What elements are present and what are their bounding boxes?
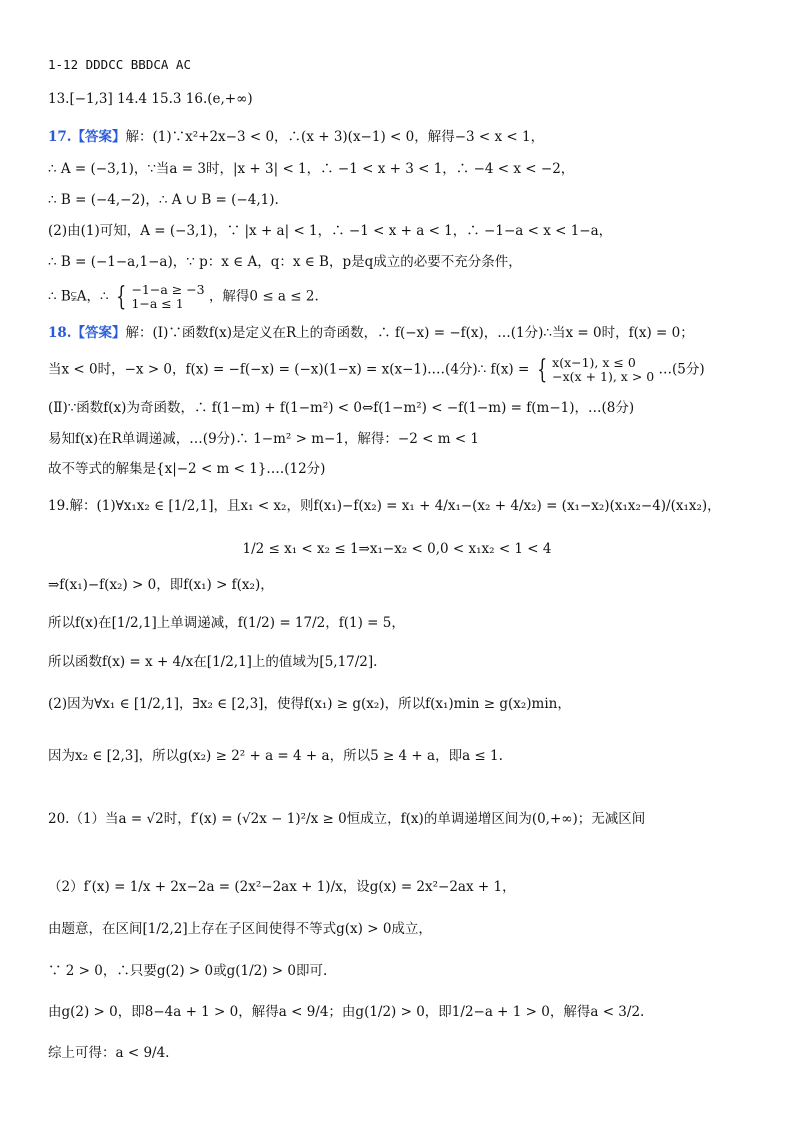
q18-line-1-text: 解：(Ⅰ)∵函数f(x)是定义在R上的奇函数，∴ f(−x) = −f(x)，…(1分)∴当x = 0时，f(x) = 0；	[125, 325, 694, 341]
q17-line-6-suffix: ，解得0 ≤ a ≤ 2.	[208, 288, 319, 305]
q17-line-5: ∴ B = (−1−a,1−a)，∵ p：x ∈ A，q：x ∈ B，p是q成立的必要不充分条件，	[48, 254, 522, 270]
q18-line-4: 易知f(x)在R单调递减，…(9分)∴ 1−m² > m−1，解得：−2 < m < 1	[48, 431, 480, 447]
q17-line-6	[48, 283, 319, 311]
q20-line-5: 由g(2) > 0，即8−4a + 1 > 0，解得a < 9/4；由g(1/2) > 0，即1/2−a + 1 > 0，解得a < 3/2.	[48, 1004, 645, 1020]
q17-system-row-1: −1−a ≥ −3	[131, 282, 205, 297]
q17-line-1-text: 解：(1)∵x²+2x−3 < 0，∴(x + 3)(x−1) < 0，解得−3 < x < 1，	[125, 129, 545, 145]
choice-answers: 1-12 DDDCC BBDCA AC	[48, 57, 191, 72]
q19-line-3: ⇒f(x₁)−f(x₂) > 0，即f(x₁) > f(x₂)，	[48, 577, 274, 593]
left-brace-icon: {	[116, 282, 127, 312]
q20-line-1: 20.（1）当a = √2时，f′(x) = (√2x − 1)²/x ≥ 0恒成立，f(x)的单调递增区间为(0,+∞)；无减区间	[48, 811, 646, 827]
q18-answer-tag: 18.【答案】	[48, 325, 126, 341]
q19-line-2: 1/2 ≤ x₁ < x₂ ≤ 1⇒x₁−x₂ < 0,0 < x₁x₂ < 1 < 4	[242, 541, 552, 557]
q20-line-6: 综上可得：a < 9/4.	[48, 1045, 170, 1061]
q19-line-7: 因为x₂ ∈ [2,3]，所以g(x₂) ≥ 2² + a = 4 + a，所以5 ≥ 4 + a，即a ≤ 1.	[48, 748, 503, 764]
q20-line-4: ∵ 2 > 0，∴只要g(2) > 0或g(1/2) > 0即可.	[48, 963, 328, 979]
q18-piece-1: x(x−1), x ≤ 0	[552, 355, 636, 370]
q17-system-row-2: 1−a ≤ 1	[131, 296, 184, 311]
q17-line-2: ∴ A = (−3,1)，∵当a = 3时，|x + 3| < 1，∴ −1 < x + 3 < 1，∴ −4 < x < −2，	[48, 161, 575, 177]
q19-line-4: 所以f(x)在[1/2,1]上单调递减，f(1/2) = 17/2，f(1) = 5，	[48, 615, 405, 631]
left-brace-icon: {	[536, 355, 547, 385]
q20-line-3: 由题意，在区间[1/2,2]上存在子区间使得不等式g(x) > 0成立，	[48, 921, 432, 937]
q18-line-2-prefix: 当x < 0时，−x > 0，f(x) = −f(−x) = (−x)(1−x) = x(x−1).…(4分)∴ f(x) =	[48, 361, 530, 378]
fill-in-answers: 13.[−1,3] 14.4 15.3 16.(e,+∞)	[48, 91, 253, 107]
q19-line-6: (2)因为∀x₁ ∈ [1/2,1]，∃x₂ ∈ [2,3]，使得f(x₁) ≥ g(x₂)，所以f(x₁)min ≥ g(x₂)min，	[48, 696, 571, 712]
q17-line-4: (2)由(1)可知，A = (−3,1)，∵ |x + a| < 1，∴ −1 < x + a < 1，∴ −1−a < x < 1−a，	[48, 223, 613, 239]
q18-piecewise-function	[534, 356, 655, 384]
q18-piece-2: −x(x + 1), x > 0	[552, 369, 655, 384]
q17-answer-tag: 17.【答案】	[48, 129, 126, 145]
q17-line-6-prefix: ∴ B⫋A，∴	[48, 288, 109, 305]
q18-line-2-suffix: …(5分)	[658, 361, 705, 378]
q18-line-2	[48, 356, 705, 384]
q19-line-5: 所以函数f(x) = x + 4/x在[1/2,1]上的值域为[5,17/2].	[48, 654, 378, 670]
q18-line-5: 故不等式的解集是{x|−2 < m < 1}.…(12分)	[48, 461, 326, 477]
q19-line-1: 19.解：(1)∀x₁x₂ ∈ [1/2,1]，且x₁ < x₂，则f(x₁)−f(x₂) = x₁ + 4/x₁−(x₂ + 4/x₂) = (x₁−x₂)(x₁x₂−4)/(x₁x₂)，	[48, 498, 721, 514]
q18-line-1	[48, 324, 694, 342]
q17-inequality-system	[113, 283, 205, 311]
q17-line-1	[48, 128, 544, 146]
q17-line-3: ∴ B = (−4,−2)，∴ A ∪ B = (−4,1).	[48, 192, 279, 208]
q18-line-3: (Ⅱ)∵函数f(x)为奇函数，∴ f(1−m) + f(1−m²) < 0⇔f(1−m²) < −f(1−m) = f(m−1)，…(8分)	[48, 400, 635, 416]
q20-line-2: （2）f′(x) = 1/x + 2x−2a = (2x²−2ax + 1)/x，设g(x) = 2x²−2ax + 1，	[48, 879, 516, 895]
